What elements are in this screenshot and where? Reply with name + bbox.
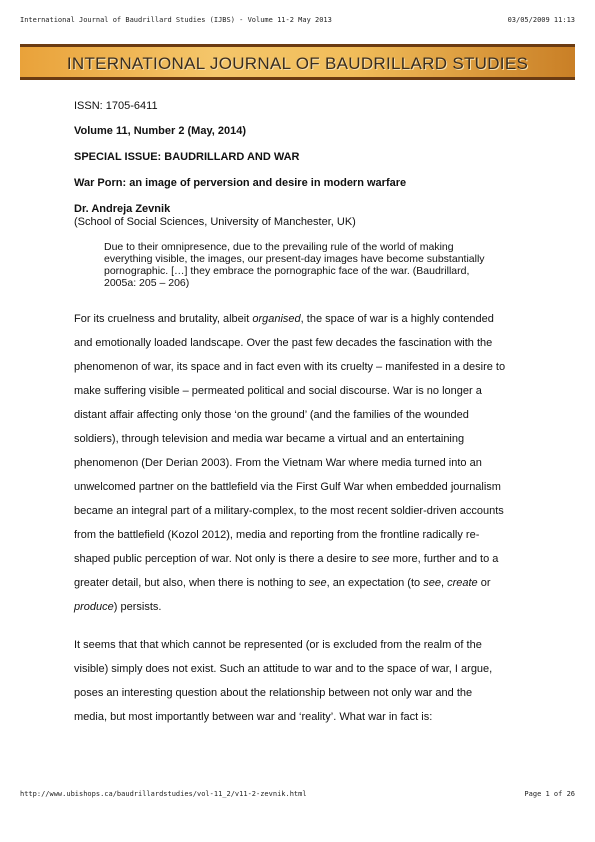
page-number: Page 1 of 26 (524, 790, 575, 798)
print-header-date: 03/05/2009 11:13 (507, 16, 575, 24)
paragraph-2: It seems that that which cannot be represented (or is excluded from the realm of the visible) simply does not exist. Such an attitude to war and to the space of war, I argue, poses an interesting question about the relationship between not only war and the media, but most importantly between war and ‘reality’. What war in fact is: (74, 639, 493, 723)
author-affiliation: (School of Social Sciences, University of Manchester, UK) (74, 216, 356, 228)
article-title: War Porn: an image of perversion and desire in modern warfare (74, 177, 407, 189)
page-url[interactable]: http://www.ubishops.ca/baudrillardstudies/vol-11_2/v11-2-zevnik.html (20, 790, 307, 798)
issn: ISSN: 1705-6411 (74, 100, 158, 112)
author-name: Dr. Andreja Zevnik (74, 203, 171, 215)
journal-banner-title: INTERNATIONAL JOURNAL OF BAUDRILLARD STUDIES (66, 54, 529, 73)
special-issue-heading: SPECIAL ISSUE: BAUDRILLARD AND WAR (74, 151, 300, 163)
volume-info: Volume 11, Number 2 (May, 2014) (74, 125, 246, 137)
print-header-title: International Journal of Baudrillard Studies (IJBS) - Volume 11-2 May 2013 (20, 16, 332, 24)
epigraph-quote: Due to their omnipresence, due to the prevailing rule of the world of making everything visible, the images, our present-day images have become substantially pornographic. […] they embrace the pornographic face of the war. (Baudrillard, 2005a: 205 – 206) (104, 241, 485, 289)
journal-banner (20, 44, 575, 80)
paragraph-1: For its cruelness and brutality, albeit organised, the space of war is a highly contended and emotionally loaded landscape. Over the past few decades the fascination with the phenomenon of war, its space and in fact even with its cruelty – manifested in a desire to make suffering visible – permeated political and social discourse. War is no longer a distant affair affecting only those ‘on the ground’ (and the families of the wounded soldiers), through television and media war became a virtual and an entertaining phenomenon (Der Derian 2003). From the Vietnam War where media turned into an unwelcomed partner on the battlefield via the First Gulf War when embedded journalism became an integral part of a military-complex, to the most recent soldier-driven accounts from the battlefield (Kozol 2012), media and reporting from the frontline radically re-shaped public perception of war. Not only is there a desire to see more, further and to a greater detail, but also, when there is nothing to see, an expectation (to see, create or produce) persists. (74, 313, 506, 613)
article-body (74, 100, 506, 743)
